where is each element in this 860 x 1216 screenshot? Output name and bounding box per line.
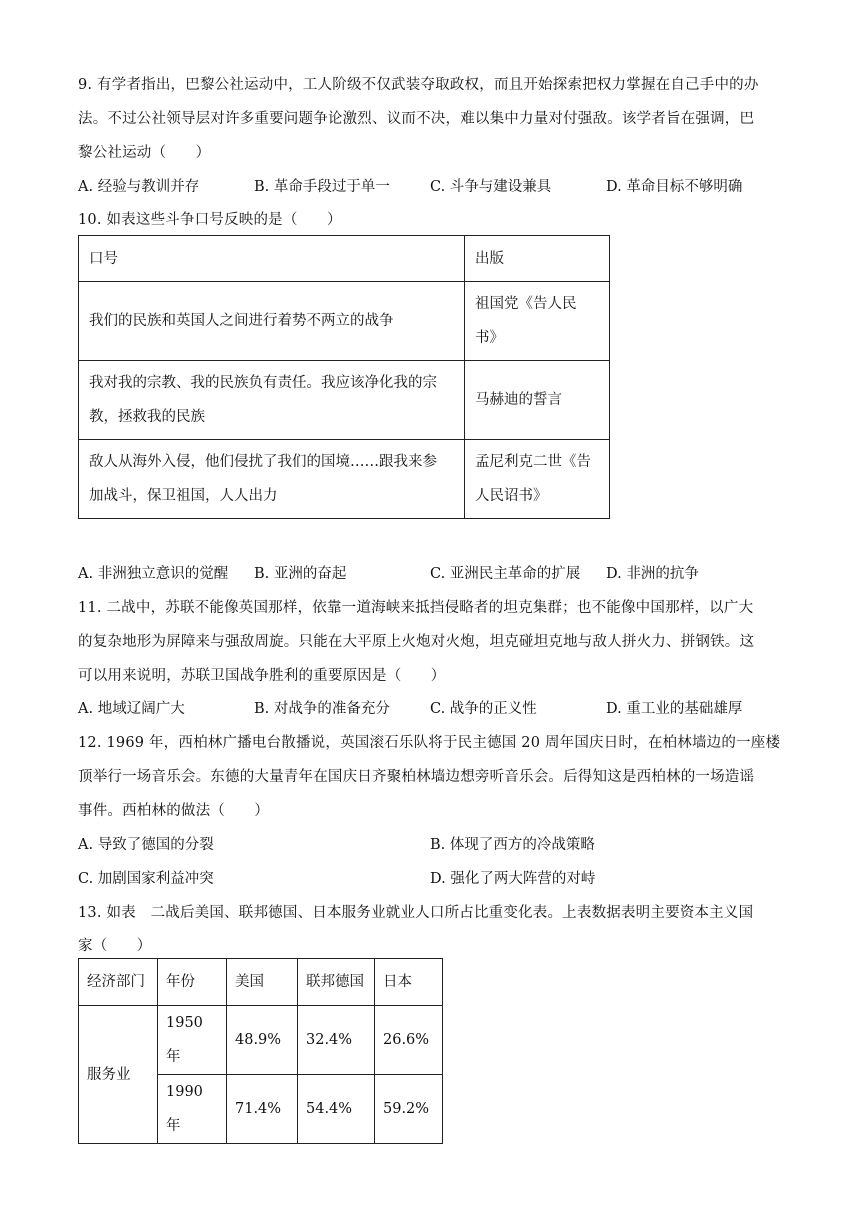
employment-table — [78, 958, 443, 1144]
table-row — [79, 1006, 443, 1075]
question-10-option-d[interactable]: D. 非洲的抗争 — [606, 566, 699, 582]
table-header-row — [79, 959, 443, 1006]
sector-cell: 服务业 — [79, 1006, 158, 1144]
value-cell: 59.2% — [375, 1075, 443, 1144]
table-row — [79, 440, 610, 519]
table-row — [79, 361, 610, 440]
question-12-option-d[interactable]: D. 强化了两大阵营的对峙 — [430, 871, 596, 887]
question-11-option-b[interactable]: B. 对战争的准备充分 — [254, 701, 390, 717]
question-11-option-c[interactable]: C. 战争的正义性 — [430, 701, 537, 717]
question-13-stem-line: 13. 如表 二战后美国、联邦德国、日本服务业就业人口所占比重变化表。上表数据表明主要资本主义国 — [78, 905, 754, 921]
slogan-cell: 我对我的宗教、我的民族负有责任。我应该净化我的宗 教，拯救我的民族 — [79, 361, 465, 440]
value-cell: 26.6% — [375, 1006, 443, 1075]
question-12-option-c[interactable]: C. 加剧国家利益冲突 — [78, 871, 214, 887]
value-cell: 32.4% — [298, 1006, 375, 1075]
question-12-option-b[interactable]: B. 体现了西方的冷战策略 — [430, 837, 595, 853]
table-header-row — [79, 236, 610, 282]
source-cell: 祖国党《告人民 书》 — [465, 282, 610, 361]
slogan-cell: 我们的民族和英国人之间进行着势不两立的战争 — [79, 282, 465, 361]
question-11-stem-line: 的复杂地形为屏障来与强敌周旋。只能在大平原上火炮对火炮，坦克碰坦克地与敌人拼火力、拼钢铁。这 — [78, 634, 755, 650]
slogan-cell: 敌人从海外入侵，他们侵扰了我们的国境……跟我来参 加战斗，保卫祖国，人人出力 — [79, 440, 465, 519]
table-header-cell: 年份 — [158, 959, 227, 1006]
question-9-option-b[interactable]: B. 革命手段过于单一 — [254, 179, 390, 195]
table-header-cell: 经济部门 — [79, 959, 158, 1006]
slogan-table — [78, 235, 610, 519]
question-11-option-a[interactable]: A. 地域辽阔广大 — [78, 701, 185, 717]
value-cell: 71.4% — [227, 1075, 298, 1144]
question-12-option-a[interactable]: A. 导致了德国的分裂 — [78, 837, 214, 853]
question-10-stem: 10. 如表这些斗争口号反映的是（ ） — [78, 212, 342, 228]
question-10-option-c[interactable]: C. 亚洲民主革命的扩展 — [430, 566, 581, 582]
table-header-cell: 联邦德国 — [298, 959, 375, 1006]
question-10-option-a[interactable]: A. 非洲独立意识的觉醒 — [78, 566, 229, 582]
table-header-cell: 美国 — [227, 959, 298, 1006]
value-cell: 48.9% — [227, 1006, 298, 1075]
question-9-stem-line: 法。不过公社领导层对许多重要问题争论激烈、议而不决，难以集中力量对付强敌。该学者旨在强调，巴 — [78, 111, 755, 127]
question-12-stem-line: 事件。西柏林的做法（ ） — [78, 803, 270, 819]
question-9-stem-line: 黎公社运动（ ） — [78, 145, 211, 161]
value-cell: 54.4% — [298, 1075, 375, 1144]
year-cell: 1990 年 — [158, 1075, 227, 1144]
question-10-option-b[interactable]: B. 亚洲的奋起 — [254, 566, 347, 582]
question-13-stem-line: 家（ ） — [78, 938, 152, 954]
question-12-stem-line: 顶举行一场音乐会。东德的大量青年在国庆日齐聚柏林墙边想旁听音乐会。后得知这是西柏林的一场造谣 — [78, 769, 755, 785]
question-9-option-c[interactable]: C. 斗争与建设兼具 — [430, 179, 552, 195]
question-11-option-d[interactable]: D. 重工业的基础雄厚 — [606, 701, 743, 717]
question-11-stem-line: 可以用来说明，苏联卫国战争胜利的重要原因是（ ） — [78, 668, 446, 684]
question-9-stem-line: 9. 有学者指出，巴黎公社运动中，工人阶级不仅武装夺取政权，而且开始探索把权力掌握在自己手中的办 — [78, 77, 759, 93]
table-header-cell: 日本 — [375, 959, 443, 1006]
question-9-option-d[interactable]: D. 革命目标不够明确 — [606, 179, 743, 195]
source-cell: 马赫迪的誓言 — [465, 361, 610, 440]
year-cell: 1950 年 — [158, 1006, 227, 1075]
question-12-stem-line: 12. 1969 年，西柏林广播电台散播说，英国滚石乐队将于民主德国 20 周年国庆日时，在柏林墙边的一座楼 — [78, 735, 781, 751]
question-11-stem-line: 11. 二战中，苏联不能像英国那样，依靠一道海峡来抵挡侵略者的坦克集群；也不能像中国那样，以广大 — [78, 600, 754, 616]
question-9-option-a[interactable]: A. 经验与教训并存 — [78, 179, 200, 195]
source-cell: 孟尼利克二世《告 人民诏书》 — [465, 440, 610, 519]
table-header-cell: 口号 — [79, 236, 465, 282]
table-header-cell: 出版 — [465, 236, 610, 282]
table-row — [79, 282, 610, 361]
